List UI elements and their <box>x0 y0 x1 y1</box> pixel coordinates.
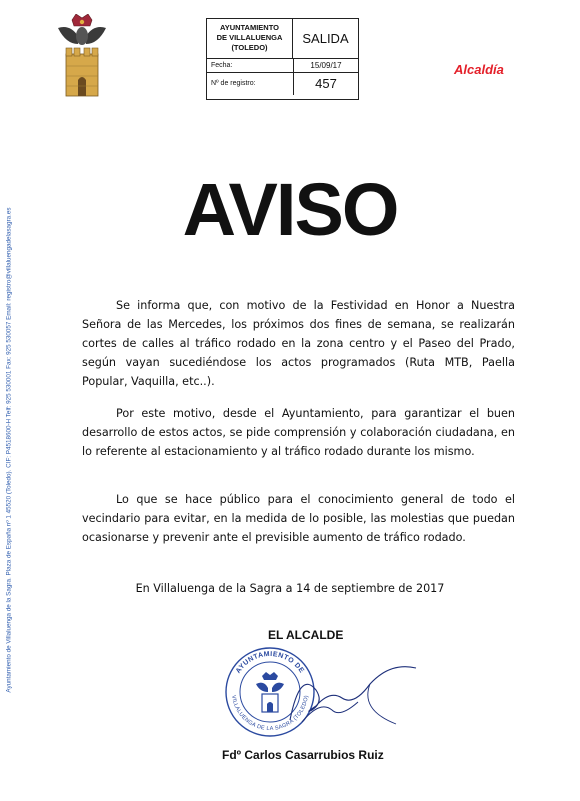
office-label: Alcaldía <box>454 62 504 77</box>
side-note <box>3 180 15 720</box>
date-line: En Villaluenga de la Sagra a 14 de septiembre de 2017 <box>135 582 445 595</box>
paragraph-2: Por este motivo, desde el Ayuntamiento, para garantizar el buen desarrollo de estos actos, se pide comprensión y colaboración ciudadana, en lo referente al estacionamiento y al tráfico rodado durante los mismo. <box>82 407 515 458</box>
side-note-text: Ayuntamiento de Villaluenga de la Sagra. Plaza de España nº 1 45520 (Toledo). CIF: P4518600-H Telf: 925 530001 Fax: 925 530057 Email: registro@villaluengadelasagra.es <box>5 207 13 693</box>
official-seal-and-signature <box>220 640 420 740</box>
signature-title: EL ALCALDE <box>268 628 344 642</box>
registry-date-label: Fecha: <box>211 62 233 69</box>
svg-text:AYUNTAMIENTO DE <box>235 651 305 675</box>
registry-kind: SALIDA <box>293 19 358 59</box>
seal-text-bottom: VILLALUENGA DE LA SAGRA (TOLEDO) <box>230 694 310 733</box>
registry-number-row <box>207 73 358 99</box>
paragraph-3: Lo que se hace público para el conocimiento general de todo el vecindario para evitar, en la medida de lo posible, las molestias que puedan ocasionarse y prevenir ante el previsible aumento de tráfico rodado. <box>82 493 515 544</box>
registry-date-row <box>207 59 358 73</box>
signer-name: Fdº Carlos Casarrubios Ruiz <box>222 748 384 762</box>
registry-org-line1: AYUNTAMIENTO <box>219 23 280 32</box>
registry-organization <box>207 19 293 59</box>
registry-number-value: 457 <box>293 73 358 95</box>
paragraph-1: Se informa que, con motivo de la Festividad en Honor a Nuestra Señora de las Mercedes, los próximos dos fines de semana, se realizarán cortes de calles al tráfico rodado en la zona centro y el Paseo del Prado, según vayan sucediéndose los actos programados (Ruta MTB, Paella Popular, Vaquilla, etc..). <box>82 299 515 388</box>
registry-org-line3: (TOLEDO) <box>231 43 268 52</box>
registry-date-value: 15/09/17 <box>293 59 358 73</box>
registry-org-line2: DE VILLALUENGA <box>216 33 283 42</box>
coat-of-arms-logo <box>52 14 112 102</box>
page-title: AVISO <box>182 168 398 251</box>
seal-text-top: AYUNTAMIENTO DE <box>234 650 306 675</box>
registry-number-label: Nº de registro: <box>211 80 256 87</box>
registry-stamp <box>206 18 359 100</box>
